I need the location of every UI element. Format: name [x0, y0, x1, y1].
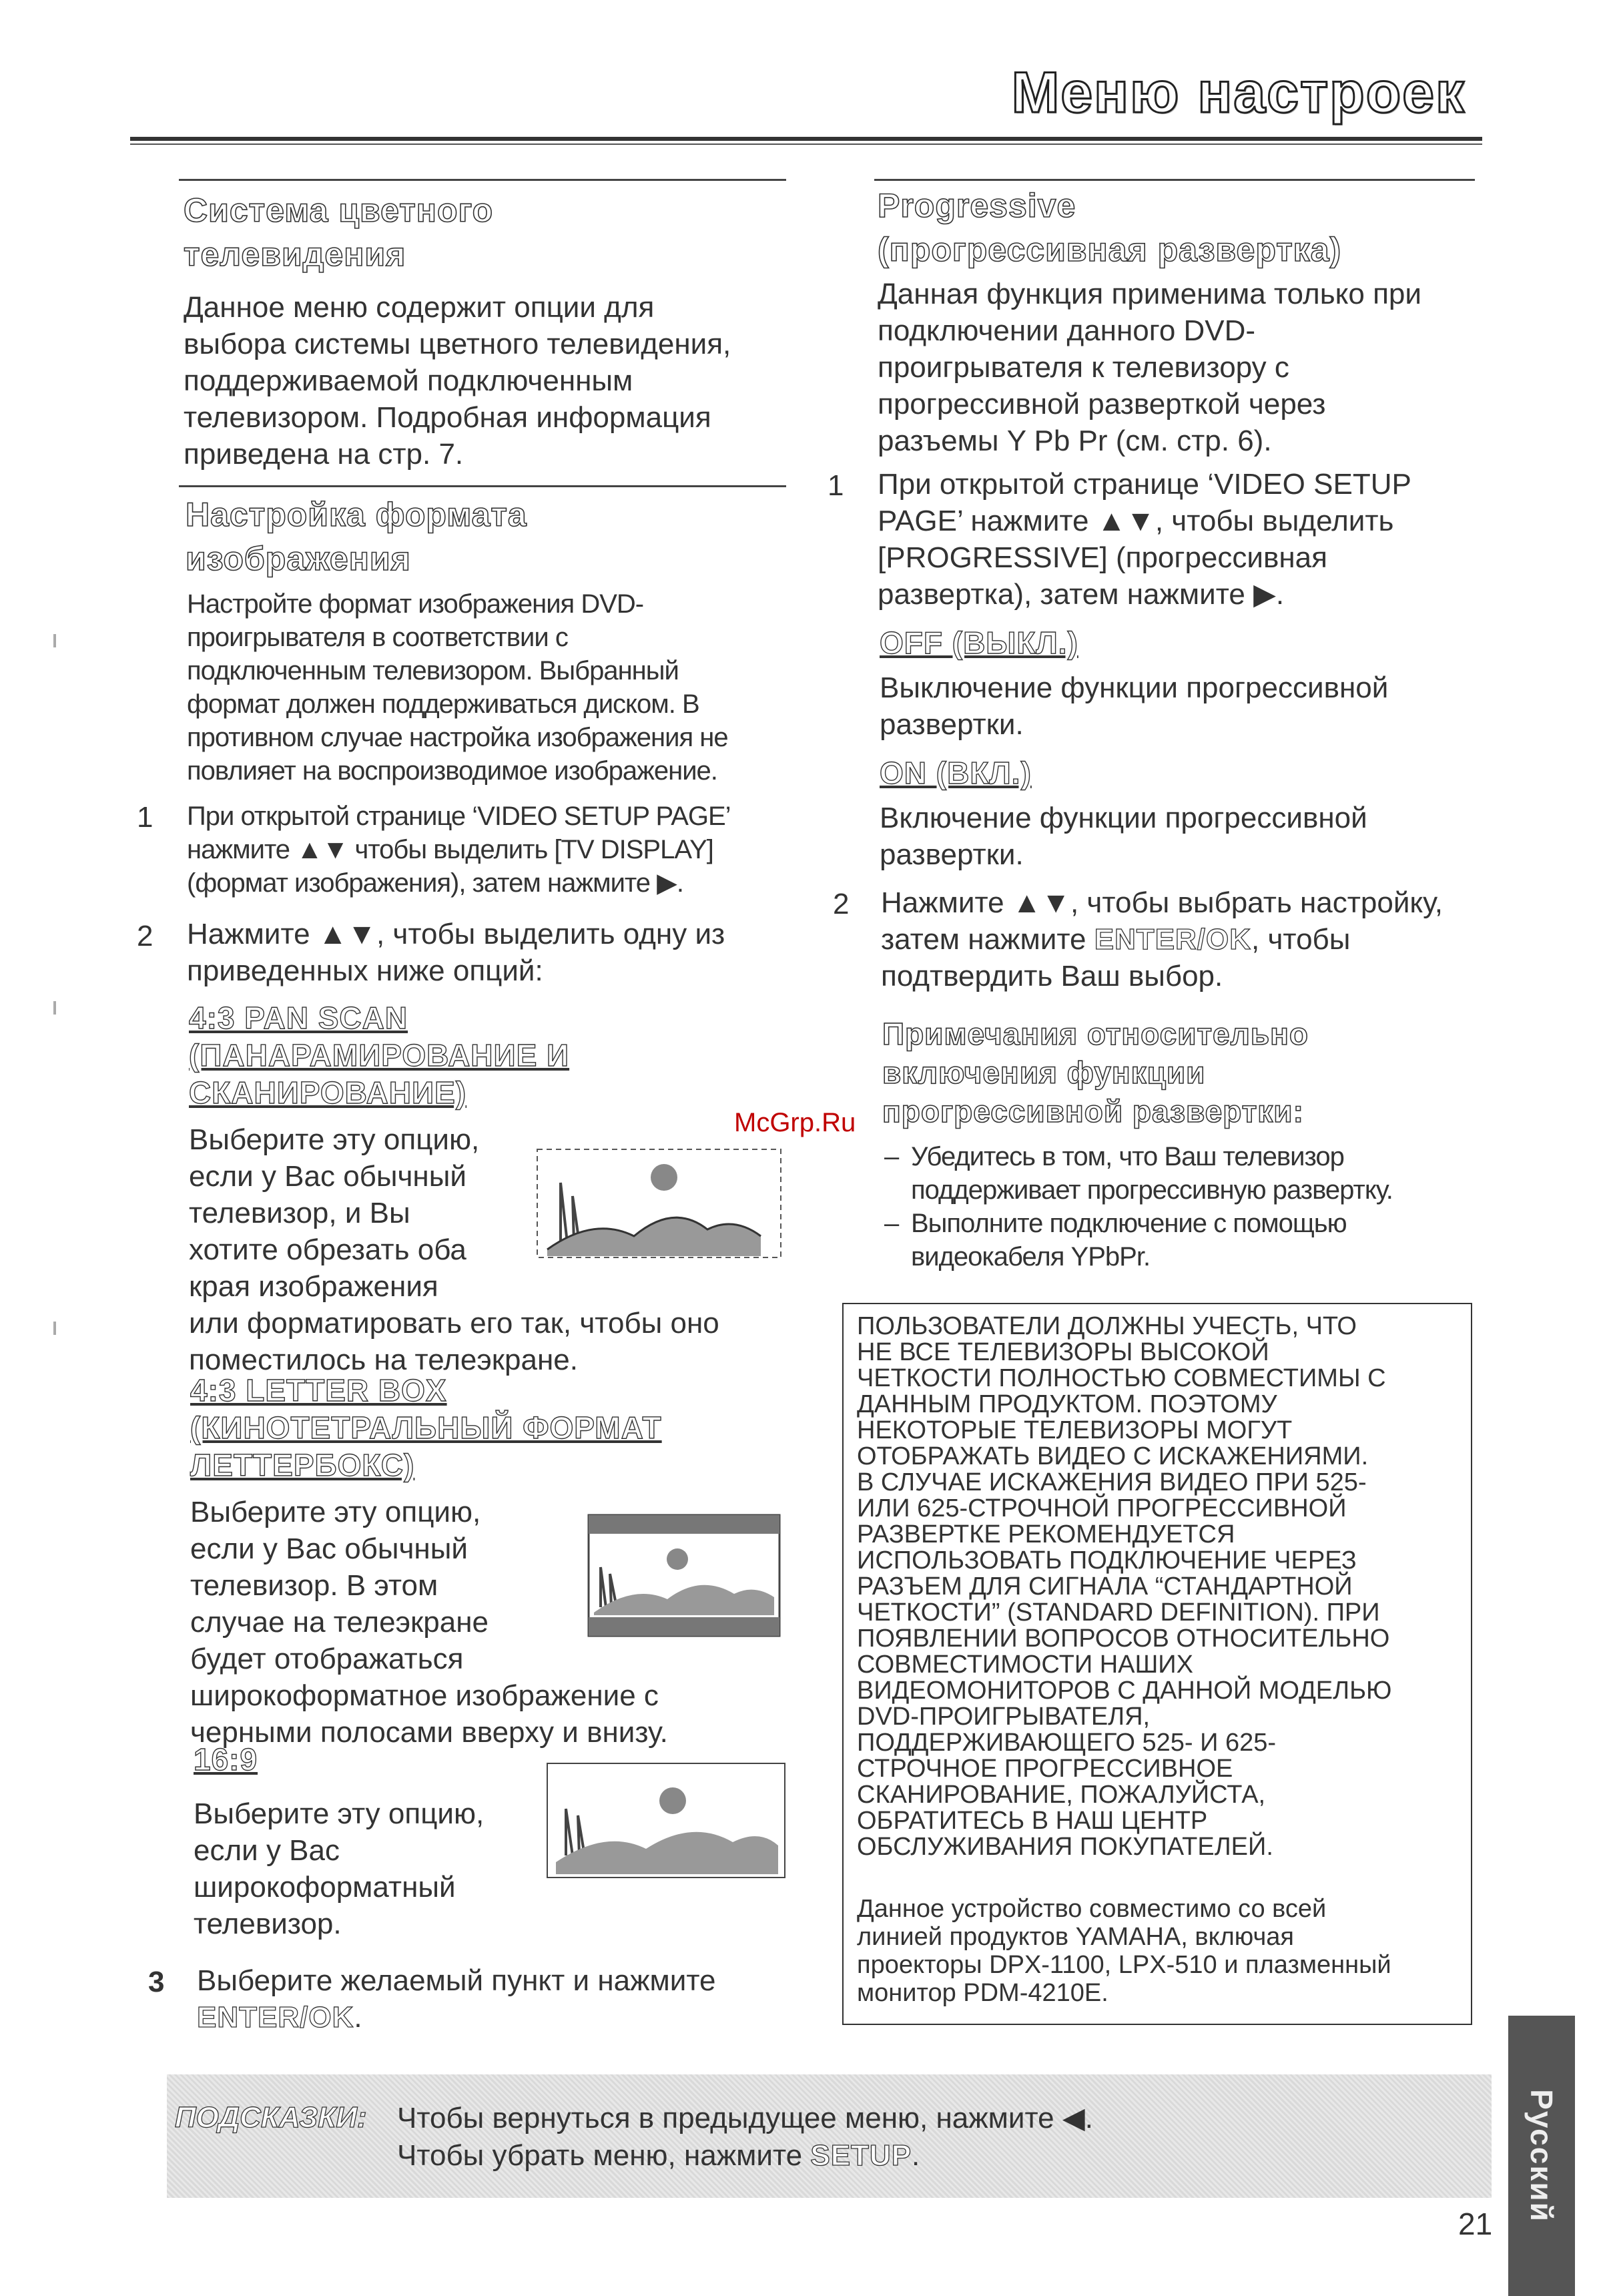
aspect-step1: При открытой странице ‘VIDEO SETUP PAGE’ нажмите ▲▼ чтобы выделить [TV DISPLAY] (формат изображения), затем нажмите ▶. — [187, 802, 731, 898]
title-rule — [130, 137, 1482, 141]
progressive-step2: Нажмите ▲▼, чтобы выбрать настройку, затем нажмите ENTER/OK, чтобы подтвердить Ваш выбор. — [881, 886, 1443, 992]
compat-text: Данное устройство совместимо со всей линией продуктов YAMAHA, включая проекторы DPX-1100, LPX-510 и плазменный монитор PDM-4210E. — [857, 1895, 1391, 2007]
warning-text: ПОЛЬЗОВАТЕЛИ ДОЛЖНЫ УЧЕСТЬ, ЧТО НЕ ВСЕ ТЕЛЕВИЗОРЫ ВЫСОКОЙ ЧЕТКОСТИ ПОЛНОСТЬЮ СОВМЕСТИМЫ С ДАННЫМ ПРОДУКТОМ. ПОЭТОМУ НЕКОТОРЫЕ ТЕЛЕВИЗОРЫ МОГУТ ОТОБРАЖАТЬ ВИДЕО С ИСКАЖЕНИЯМИ. В СЛУЧАЕ ИСКАЖЕНИЯ ВИДЕО ПРИ 525- ИЛИ 625-СТРОЧНОЙ ПРОГРЕССИВНОЙ РАЗВЕРТКЕ РЕКОМЕНДУЕТСЯ ИСПОЛЬЗОВАТЬ ПОДКЛЮЧЕНИЕ ЧЕРЕЗ РАЗЪЕМ ДЛЯ СИГНАЛА “СТАНДАРТНОЙ ЧЕТКОСТИ” (STANDARD DEFINITION). ПРИ ПОЯВЛЕНИИ ВОПРОСОВ ОТНОСИТЕЛЬНО СОВМЕСТИМОСТИ НАШИХ ВИДЕОМОНИТОРОВ С ДАННОЙ МОДЕЛЬЮ DVD-ПРОИГРЫВАТЕЛЯ, ПОДДЕРЖИВАЮЩЕГО 525- И 625- СТРОЧНОЕ ПРОГРЕССИВНОЕ СКАНИРОВАНИЕ, ПОЖАЛУЙСТА, ОБРАТИТЕСЬ В НАШ ЦЕНТР ОБСЛУЖИВАНИЯ ПОКУПАТЕЛЕЙ. — [857, 1312, 1392, 1861]
step-number: 2 — [137, 920, 153, 952]
wide-body: Выберите эту опцию, если у Вас широкоформатный телевизор. — [194, 1797, 485, 1940]
pan-scan-illustration — [534, 1143, 784, 1263]
setup-key: SETUP — [810, 2139, 912, 2172]
scan-mark — [53, 1322, 56, 1335]
aspect-step2: Нажмите ▲▼, чтобы выделить одну из приведенных ниже опций: — [187, 918, 725, 987]
list-item: поддерживает прогрессивную развертку. — [911, 1175, 1393, 1205]
watermark: McGrp.Ru — [734, 1108, 856, 1137]
language-tab: Русский — [1508, 2016, 1575, 2296]
list-item: видеокабеля YPbPr. — [911, 1242, 1151, 1271]
warning-box — [842, 1303, 1472, 2025]
page-number: 21 — [1458, 2207, 1493, 2241]
off-heading: OFF (ВЫКЛ.) — [880, 625, 1078, 660]
hints-bar — [167, 2074, 1492, 2198]
hints-label: ПОДСКАЗКИ: — [175, 2101, 367, 2134]
aspect-heading: Настройка формата изображения — [186, 496, 527, 577]
step-number: 3 — [148, 1966, 165, 1998]
hints-text: Чтобы вернуться в предыдущее меню, нажмите ◀. Чтобы убрать меню, нажмите SETUP. — [397, 2102, 1093, 2172]
step-number: 1 — [137, 801, 153, 834]
pan-scan-body: Выберите эту опцию, если у Вас обычный телевизор, и Вы хотите обрезать оба края изображения или форматировать его так, чтобы оно поместилось на телеэкране. — [189, 1123, 719, 1376]
on-body: Включение функции прогрессивной развертки. — [880, 802, 1367, 871]
color-system-body: Данное меню содержит опции для выбора системы цветного телевидения, поддерживаемой подключенным телевизором. Подробная информация приведена на стр. 7. — [184, 291, 731, 471]
section-divider — [179, 485, 786, 487]
step-number: 1 — [828, 469, 844, 502]
off-body: Выключение функции прогрессивной развертки. — [880, 671, 1389, 741]
pan-scan-heading: 4:3 PAN SCAN (ПАНАРАМИРОВАНИЕ И СКАНИРОВАНИЕ) — [189, 1000, 570, 1110]
enter-ok-key: ENTER/OK — [197, 2001, 354, 2034]
section-divider — [874, 179, 1475, 181]
letter-box-heading: 4:3 LETTER BOX (КИНОТЕТРАЛЬНЫЙ ФОРМАТ ЛЕТТЕРБОКС) — [190, 1373, 662, 1482]
letter-box-illustration — [587, 1514, 781, 1637]
scan-mark — [53, 634, 56, 647]
on-heading: ON (ВКЛ.) — [880, 756, 1032, 790]
progressive-heading: Progressive (прогрессивная развертка) — [878, 187, 1342, 268]
wide-heading: 16:9 — [194, 1742, 258, 1777]
color-system-heading: Система цветного телевидения — [184, 192, 494, 273]
page-title: Меню настроек — [1011, 61, 1466, 125]
progressive-body: Данная функция применима только при подключении данного DVD- проигрывателя к телевизору с прогрессивной разверткой через разъемы Y Pb Pr (см. стр. 6). — [878, 278, 1421, 457]
scan-mark — [53, 1001, 56, 1015]
aspect-body: Настройте формат изображения DVD- проигрывателя в соответствии с подключенным телевизором. Выбранный формат должен поддерживаться диском. В противном случае настройка изображения не повлияет на воспроизводимое изображение. — [187, 589, 728, 786]
wide-illustration — [546, 1762, 786, 1879]
aspect-step3: Выберите желаемый пункт и нажмите ENTER/OK. — [197, 1964, 716, 2034]
section-divider — [179, 179, 786, 181]
list-item: – Выполните подключение с помощью — [884, 1209, 1347, 1238]
progressive-step1: При открытой странице ‘VIDEO SETUP PAGE’ нажмите ▲▼, чтобы выделить [PROGRESSIVE] (прогрессивная развертка), затем нажмите ▶. — [878, 468, 1411, 611]
enter-ok-key: ENTER/OK — [1094, 923, 1252, 956]
title-rule-thin — [130, 144, 1482, 145]
notes-heading: Примечания относительно включения функции прогрессивной развертки: — [882, 1017, 1309, 1129]
step-number: 2 — [833, 888, 850, 920]
letter-box-body: Выберите эту опцию, если у Вас обычный телевизор. В этом случае на телеэкране будет отображаться широкоформатное изображение с черными полосами вверху и внизу. — [190, 1496, 668, 1749]
list-item: – Убедитесь в том, что Ваш телевизор — [884, 1142, 1344, 1171]
notes-list — [884, 1140, 1393, 1273]
